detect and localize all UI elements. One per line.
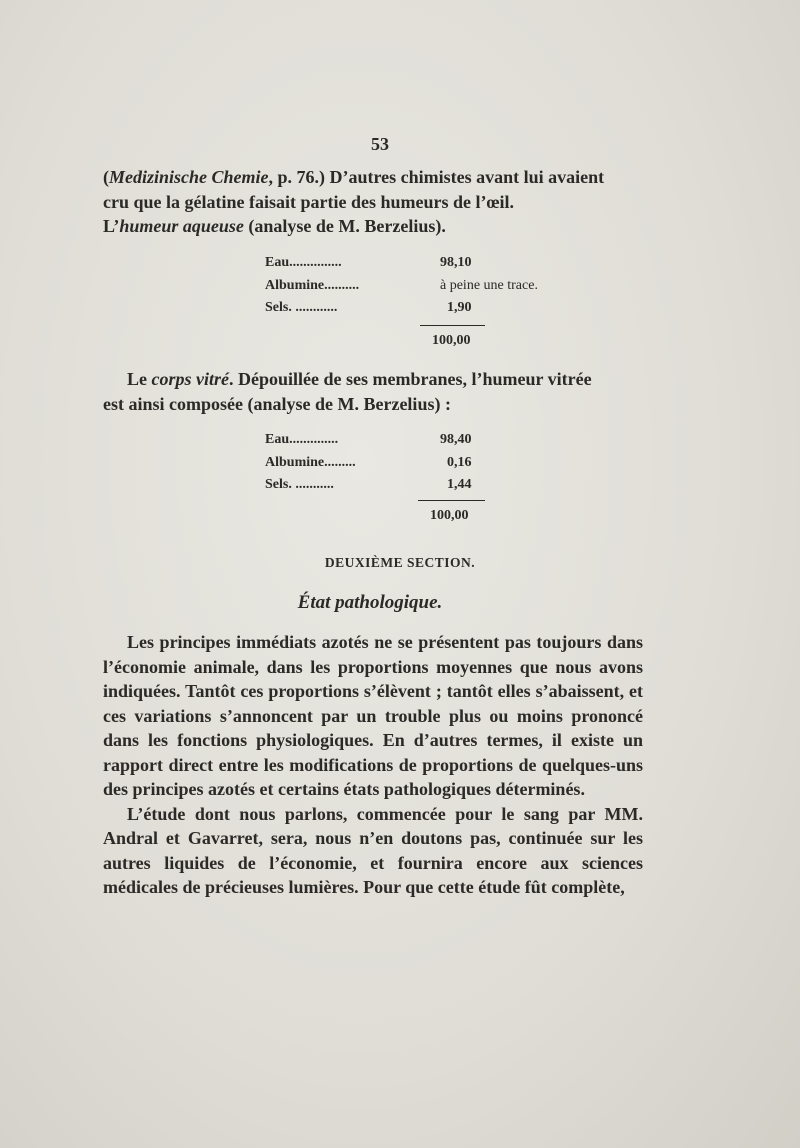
row-label: Eau............... (265, 255, 342, 270)
row-value: à peine une trace. (440, 277, 538, 293)
table-total: 100,00 (432, 333, 471, 348)
table-corps-vitre (265, 432, 505, 500)
table-total: 100,00 (430, 508, 469, 523)
table-humeur-aqueuse (265, 255, 538, 323)
table-row (265, 477, 505, 500)
table-row (265, 277, 538, 301)
intro-line3-prefix: L’ (103, 216, 120, 236)
sum-rule (420, 325, 485, 326)
row-value: 1,44 (447, 477, 472, 492)
section-heading: DEUXIÈME SECTION. (324, 555, 476, 570)
table-row (265, 255, 505, 278)
row-label: Sels. ............ (265, 300, 338, 315)
sum-rule (418, 500, 485, 501)
table-row (265, 455, 505, 478)
row-value: 1,90 (447, 300, 472, 315)
body-text (103, 630, 643, 900)
row-label: Albumine......... (265, 454, 356, 470)
paragraph-2: L’étude dont nous parlons, commencée pour le sang par MM. Andral et Gavarret, sera, nous n’en doutons pas, continuée sur les autres liquides de l’économie, et fournira encore aux sciences médicales de précieuses lumières. Pour que cette étude fût complète, (103, 803, 643, 897)
state-heading: État pathologique. (297, 592, 443, 613)
table-row (265, 300, 505, 323)
intro-line3-rest: (analyse de M. Berzelius). (243, 216, 446, 236)
row-label: Albumine.......... (265, 277, 360, 293)
vitre-line2: est ainsi composée (analyse de M. Berzelius) : (103, 393, 451, 414)
row-value: 0,16 (447, 454, 472, 470)
vitre-paragraph (103, 367, 643, 416)
row-value: 98,10 (440, 255, 472, 270)
row-value: 98,40 (440, 432, 472, 447)
intro-line3-italic: humeur aqueuse (119, 216, 244, 236)
intro-line1: , p. 76.) D’autres chimistes avant lui avaient (268, 167, 605, 187)
row-label: Eau.............. (265, 432, 339, 447)
vitre-prefix: Le (127, 369, 152, 389)
intro-italic-title: Medizinische Chemie (109, 167, 269, 187)
paragraph-1: Les principes immédiats azotés ne se présentent pas toujours dans l’économie animale, dans les proportions moyennes que nous avons indiquées. Tantôt ces proportions s’élèvent ; tantôt elles s’abaissent, et ces variations s’annoncent par un trouble plus ou moins prononcé dans les fonctions physiologiques. En d’autres termes, il existe un rapport direct entre les modifications de proportions de quelques-uns des principes azotés et certains états pathologiques déterminés. (103, 632, 643, 799)
vitre-line1: . Dépouillée de ses membranes, l’humeur vitrée (228, 369, 592, 389)
intro-paragraph: (Medizinische Chemie, p. 76.) D’autres chimistes avant lui avaient cru que la gélatine faisait partie des humeurs de l’œil. L’humeur aqueuse (analyse de M. Berzelius). (103, 165, 643, 239)
page-number: 53 (371, 134, 389, 154)
vitre-italic: corps vitré (151, 369, 229, 389)
table-row (265, 432, 505, 455)
intro-line2: cru que la gélatine faisait partie des humeurs de l’œil. (103, 191, 514, 212)
row-label: Sels. ........... (265, 477, 334, 492)
